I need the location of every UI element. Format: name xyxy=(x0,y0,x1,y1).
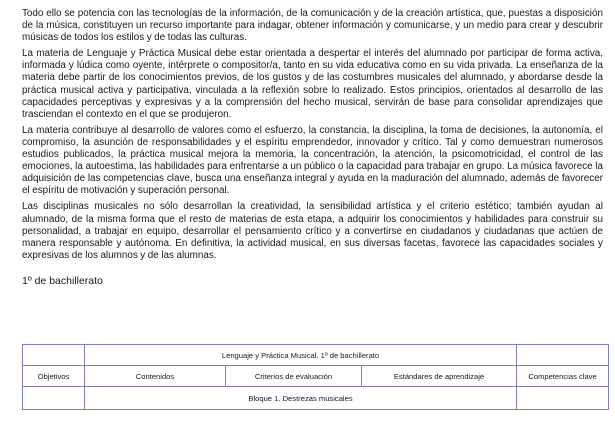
empty-cell xyxy=(23,387,85,410)
table-title-row xyxy=(23,345,609,366)
header-contenidos: Contenidos xyxy=(85,366,226,387)
block-label: Bloque 1. Destrezas musicales xyxy=(85,387,517,410)
empty-cell xyxy=(517,345,609,366)
paragraph-values: La materia contribuye al desarrollo de valores como el esfuerzo, la constancia, la disciplina, la toma de decisiones, la autonomía, el compromiso, la asunción de responsabilidades y el espíritu emprendedor, innovador y crítico. Tal y como demuestran numerosos estudios publicados, la práctica musical mejora la memoria, la concentración, la atención, la psicomotricidad, el control de las emociones, la autoestima, las habilidades para enfrentarse a un público o la capacidad para trabajar en grupo. La música favorece la adquisición de las competencias clave, busca una enseñanza integral y ayuda en la maduración del alumnado, además de favorecer el espíritu de motivación y superación personal. xyxy=(22,124,603,197)
header-estandares: Estándares de aprendizaje xyxy=(362,366,517,387)
paragraph-orientation: La materia de Lenguaje y Práctica Musical debe estar orientada a despertar el interés del alumnado por participar de forma activa, informada y lúdica como oyente, intérprete o compositor/a, tanto en su vida educativa como en su vida privada. La enseñanza de la materia debe partir de los conocimientos previos, de los gustos y de las costumbres musicales del alumnado, y abordarse desde la práctica musical activa y participativa, vinculada a la reflexión sobre lo realizado. Estos principios, orientados al desarrollo de las capacidades perceptivas y expresivas y a la comprensión del hecho musical, servirán de base para consolidar aprendizajes que trasciendan el contexto en el que se produjeron. xyxy=(22,48,603,120)
empty-cell xyxy=(517,387,609,410)
section-heading: 1º de bachillerato xyxy=(22,274,103,287)
document-body xyxy=(22,8,603,296)
table-header-row xyxy=(23,366,609,387)
paragraph-technologies: Todo ello se potencia con las tecnologías de la información, de la comunicación y de la creación artística, que, puestas a disposición de la música, constituyen un recurso importante para indagar, obtener información y comunicarse, y un medio para crear y descubrir músicas de todos los estilos y de todas las culturas. xyxy=(22,8,603,44)
header-criterios: Criterios de evaluación xyxy=(226,366,362,387)
header-objetivos: Objetivos xyxy=(23,366,85,387)
paragraph-disciplines: Las disciplinas musicales no sólo desarrollan la creatividad, la sensibilidad artística y el criterio estético; también ayudan al alumnado, de la misma forma que el resto de materias de esta etapa, a adquirir los conocimientos y habilidades para construir su personalidad, a trabajar en equipo, desarrollar el pensamiento crítico y a convertirse en ciudadanos y ciudadanas que actúen de manera responsable y autónoma. En definitiva, la actividad musical, en sus diversas facetas, favorece las capacidades sociales y expresivas de los alumnos y de las alumnas. xyxy=(22,201,603,261)
table-title: Lenguaje y Práctica Musical. 1º de bachillerato xyxy=(85,345,517,366)
curriculum-table xyxy=(22,344,609,410)
table-block-row xyxy=(23,387,609,410)
header-competencias: Competencias clave xyxy=(517,366,609,387)
empty-cell xyxy=(23,345,85,366)
